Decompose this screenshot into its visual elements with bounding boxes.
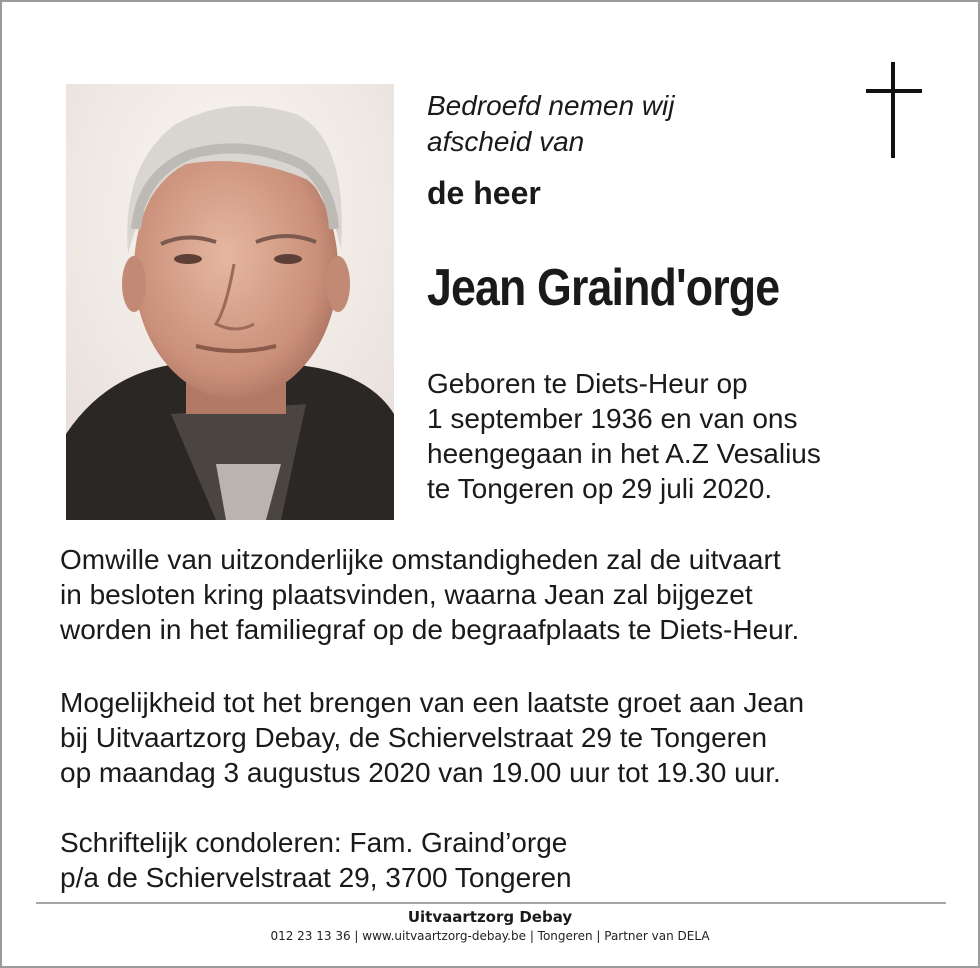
birth-line: Geboren te Diets-Heur op: [427, 368, 748, 399]
paragraph-line: Omwille van uitzonderlijke omstandigheden zal de uitvaart: [60, 544, 781, 575]
condolence-paragraph: [60, 825, 940, 895]
intro-text: [427, 88, 827, 160]
birth-line: 1 september 1936 en van ons: [427, 403, 798, 434]
paragraph-line: bij Uitvaartzorg Debay, de Schiervelstraat 29 te Tongeren: [60, 722, 768, 753]
paragraph-line: Mogelijkheid tot het brengen van een laatste groet aan Jean: [60, 687, 805, 718]
deceased-name: Jean Graind'orge: [427, 259, 780, 317]
funeral-paragraph: [60, 542, 940, 647]
paragraph-line: worden in het familiegraf op de begraafplaats te Diets-Heur.: [60, 614, 800, 645]
birth-line: heengegaan in het A.Z Vesalius: [427, 438, 821, 469]
paragraph-line: in besloten kring plaatsvinden, waarna Jean zal bijgezet: [60, 579, 753, 610]
title-prefix: de heer: [427, 175, 541, 211]
intro-line: Bedroefd nemen wij: [427, 90, 675, 121]
footer-divider: [36, 902, 946, 904]
paragraph-line: p/a de Schiervelstraat 29, 3700 Tongeren: [60, 862, 572, 893]
intro-line: afscheid van: [427, 126, 585, 157]
farewell-paragraph: [60, 685, 940, 790]
paragraph-line: op maandag 3 augustus 2020 van 19.00 uur tot 19.30 uur.: [60, 757, 781, 788]
paragraph-line: Schriftelijk condoleren: Fam. Graind’orge: [60, 827, 568, 858]
footer-company: Uitvaartzorg Debay: [407, 908, 573, 926]
footer-contact-info: 012 23 13 36 | www.uitvaartzorg-debay.be | Tongeren | Partner van DELA: [270, 929, 710, 943]
birth-death-text: [427, 366, 897, 506]
cross-icon: [866, 62, 922, 158]
birth-line: te Tongeren op 29 juli 2020.: [427, 473, 773, 504]
portrait-photo: [66, 84, 394, 520]
